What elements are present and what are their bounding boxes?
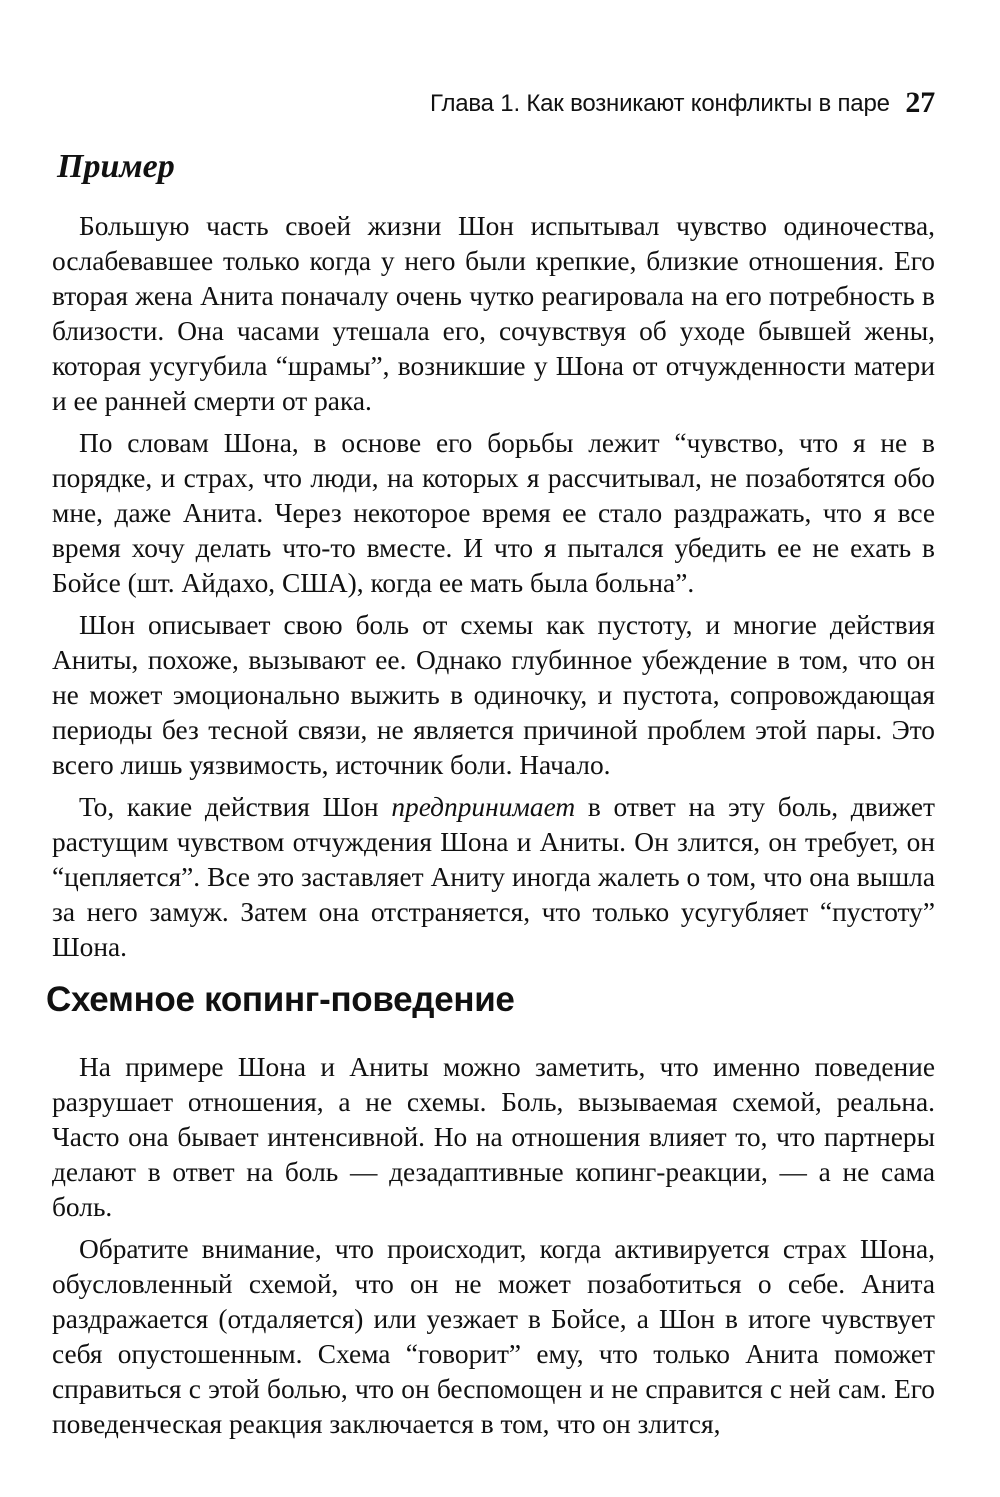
paragraph-text: в ответ на эту боль, движет растущим чувством отчуждения Шона и Аниты. Он злится, он требует, он “цепляется”. Все это заставляет Аниту иногда жалеть о том, что она вышла за него замуж. Затем она отстраняется, что только усугубляет “пустоту” Шона. (52, 792, 935, 962)
paragraph: Шон описывает свою боль от схемы как пустоту, и многие действия Аниты, похоже, вызывают ее. Однако глубинное убеждение в том, что он не может эмоционально выжить в одиночку, и пустота, сопровождающая периоды без тесной связи, не является причиной проблем этой пары. Это всего лишь уязвимость, источник боли. Начало. (52, 610, 935, 780)
section-text (52, 1050, 935, 1449)
running-header (430, 86, 935, 126)
paragraph: На примере Шона и Аниты можно заметить, что именно поведение разрушает отношения, а не схемы. Боль, вызываемая схемой, реальна. Часто она бывает интенсивной. Но на отношения влияет то, что партнеры делают в ответ на боль — дезадаптивные копинг-реакции, — а не сама боль. (52, 1052, 935, 1222)
example-text (52, 209, 935, 972)
chapter-title: Глава 1. Как возникают конфликты в паре (430, 90, 890, 117)
paragraph (52, 790, 935, 965)
section-heading: Схемное копинг-поведение (46, 980, 515, 1019)
paragraph: Обратите внимание, что происходит, когда активируется страх Шона, обусловленный схемой, что он не может позаботиться о себе. Анита раздражается (отдаляется) или уезжает в Бойсе, а Шон в итоге чувствует себя опустошенным. Схема “говорит” ему, что только Анита поможет справиться с этой болью, что он беспомощен и не справится с ней сам. Его поведенческая реакция заключается в том, что он злится, (52, 1234, 935, 1439)
page-number: 27 (905, 86, 935, 119)
example-heading: Пример (57, 148, 175, 185)
paragraph-text: То, какие действия Шон (79, 792, 392, 822)
emphasized-word: предпринимает (391, 792, 576, 822)
paragraph: По словам Шона, в основе его борьбы лежит “чувство, что я не в порядке, и страх, что люди, на которых я рассчитывал, не позаботятся обо мне, даже Анита. Через некоторое время ее стало раздражать, что я все время хочу делать что-то вместе. И что я пытался убедить ее не ехать в Бойсе (шт. Айдахо, США), когда ее мать была больна”. (52, 428, 935, 598)
paragraph: Большую часть своей жизни Шон испытывал чувство одиночества, ослабевавшее только когда у него были крепкие, близкие отношения. Его вторая жена Анита поначалу очень чутко реагировала на его потребность в близости. Она часами утешала его, сочувствуя об уходе бывшей жены, которая усугубила “шрамы”, возникшие у Шона от отчужденности матери и ее ранней смерти от рака. (52, 211, 935, 416)
